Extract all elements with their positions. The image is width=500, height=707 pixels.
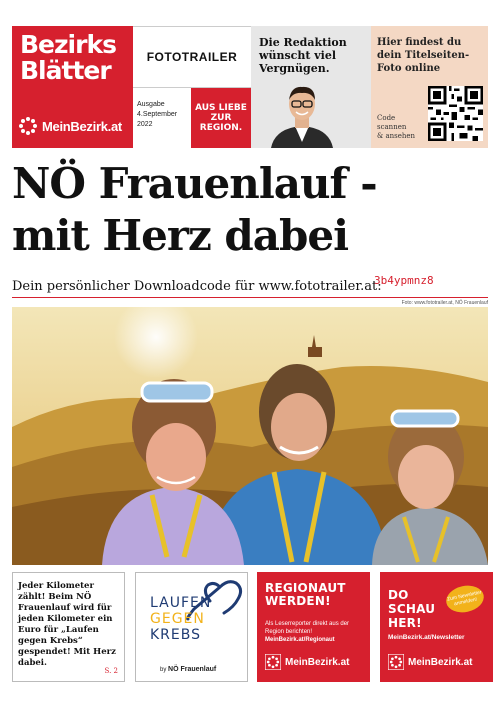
divider: [12, 297, 488, 298]
slogan-badge: [191, 88, 251, 148]
regionaut-link[interactable]: MeinBezirk.at/Regionaut: [265, 637, 335, 643]
headline: [12, 158, 492, 262]
meinbezirk-label: MeinBezirk.at: [42, 118, 122, 134]
logo-word-krebs: KREBS: [150, 627, 201, 643]
qr-code-icon[interactable]: [428, 86, 483, 141]
titelseite-panel: [371, 26, 488, 148]
redaktion-text: Die Redaktion wünscht viel Vergnügen.: [259, 36, 347, 75]
regionaut-brand: [265, 654, 349, 670]
regionaut-brand-label: MeinBezirk.at: [285, 656, 350, 668]
photo-credit: Foto: www.fototrailer.at, NÖ Frauenlauf: [401, 300, 488, 306]
kilometer-text: Jeder Kilometer zählt! Beim NÖ Frauenlauf wird für jeden Kilometer ein Euro für „Laufen gegen Krebs“ gespendet! Mit Herz dabei.: [18, 581, 116, 668]
issue-info: [137, 100, 195, 130]
regionaut-promo[interactable]: [257, 572, 370, 682]
newsletter-heading-3: HER!: [388, 616, 422, 630]
logo-words: [150, 595, 234, 643]
download-code[interactable]: 3b4ypmnz8: [374, 274, 434, 287]
newsletter-badge-text: Zum Newsletter anmelden!: [446, 589, 483, 608]
meinbezirk-ring-icon: [388, 654, 404, 670]
download-text: Dein persönlicher Downloadcode für www.fototrailer.at:: [12, 279, 382, 294]
scan-line-3: & ansehen: [377, 132, 416, 140]
meinbezirk-brand: [18, 116, 122, 136]
scan-line-2: scannen: [377, 123, 407, 131]
kilometer-teaser[interactable]: [12, 572, 125, 682]
redaktion-panel: [251, 26, 371, 148]
logo-byline: [160, 666, 216, 673]
regionaut-heading-1: REGIONAUT: [265, 581, 346, 595]
regionaut-description: Als Leserreporter direkt aus der Region berichten!: [265, 621, 350, 635]
newsletter-heading: [388, 588, 435, 630]
masthead-logo[interactable]: [12, 26, 133, 148]
byline-by: by: [160, 667, 167, 673]
logo-line-2: Blätter: [20, 56, 111, 85]
newsletter-brand: [388, 654, 472, 670]
scan-line-1: Code: [377, 114, 396, 122]
logo-word-gegen: GEGEN: [150, 611, 205, 627]
regionaut-heading-2: WERDEN!: [265, 594, 331, 608]
issue-date: 4.September: [137, 111, 178, 118]
cover-photo[interactable]: [12, 307, 488, 565]
newsletter-brand-label: MeinBezirk.at: [408, 656, 473, 668]
slogan-line-3: REGION.: [199, 123, 243, 133]
newsletter-link[interactable]: MeinBezirk.at/Newsletter: [388, 634, 465, 641]
newsletter-heading-2: SCHAU: [388, 602, 436, 616]
slogan-line-2: ZUR: [210, 113, 232, 123]
newsletter-promo[interactable]: [380, 572, 493, 682]
laufen-gegen-krebs-logo[interactable]: [135, 572, 248, 682]
slogan-line-1: AUS LIEBE: [195, 103, 247, 113]
headline-line-2: mit Herz dabei: [12, 211, 349, 260]
fototrailer-label: [133, 26, 251, 88]
page-reference: S. 2: [104, 667, 118, 675]
newsletter-badge[interactable]: [444, 582, 487, 615]
headline-line-1: NÖ Frauenlauf -: [12, 159, 377, 208]
fototrailer-text: FOTOTRAILER: [146, 50, 238, 64]
regionaut-heading: [265, 582, 346, 608]
issue-year: 2022: [137, 121, 153, 128]
logo-line-1: Bezirks: [20, 30, 116, 59]
meinbezirk-ring-icon: [18, 116, 38, 136]
byline-org: NÖ Frauenlauf: [168, 666, 217, 673]
newsletter-heading-1: DO: [388, 588, 409, 602]
scan-hint: [377, 114, 427, 141]
editor-portrait: [265, 82, 339, 148]
meinbezirk-ring-icon: [265, 654, 281, 670]
logo-word-laufen: LAUFEN: [150, 595, 212, 611]
titelseite-text: Hier findest du dein Titelseiten-Foto online: [377, 37, 470, 74]
regionaut-subtext: [265, 620, 365, 644]
issue-label: Ausgabe: [137, 101, 165, 108]
